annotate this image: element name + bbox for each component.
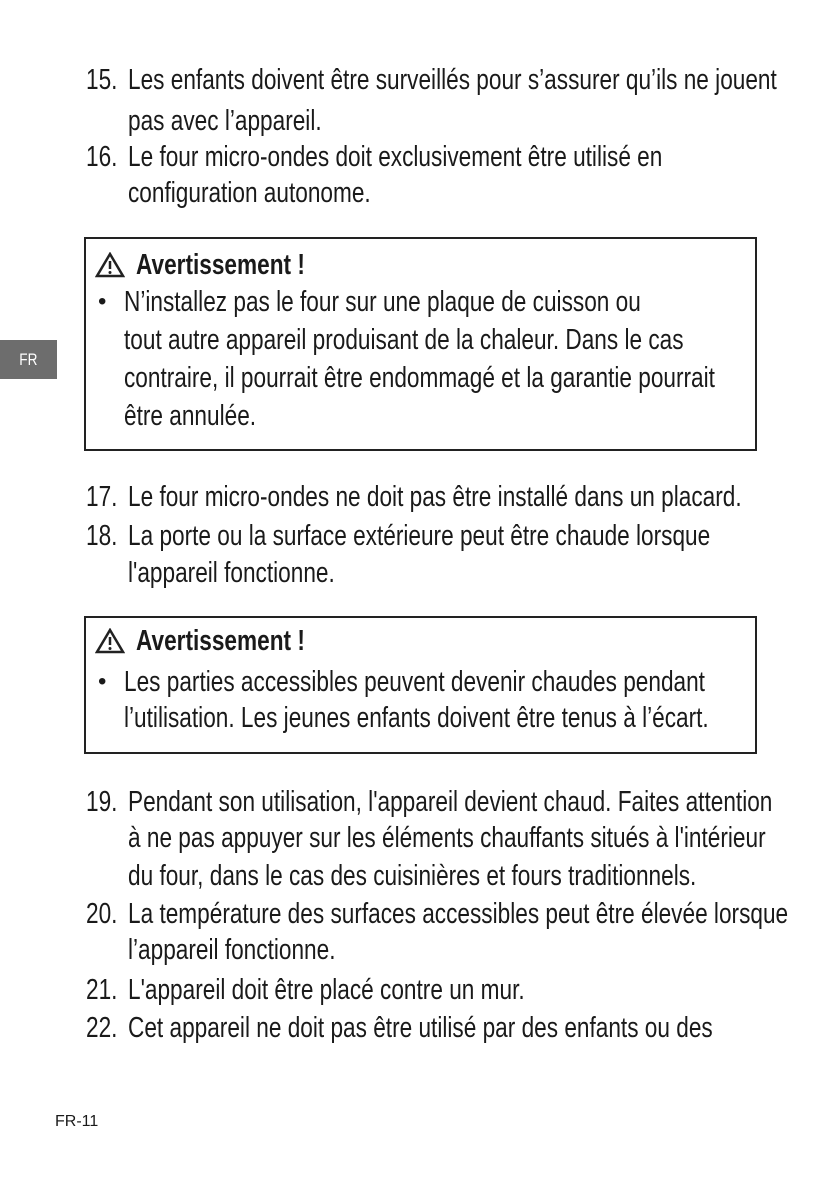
item-text: La température des surfaces accessibles peut être élevée lorsque	[128, 898, 789, 930]
warning-triangle-icon	[95, 252, 125, 278]
item-text: L'appareil doit être placé contre un mur.	[128, 974, 525, 1006]
item-text: l'appareil fonctionne.	[128, 557, 335, 589]
item-text: Le four micro-ondes doit exclusivement être utilisé en	[128, 141, 663, 173]
item-text: Le four micro-ondes ne doit pas être installé dans un placard.	[128, 481, 742, 513]
warning-text: Les parties accessibles peuvent devenir chaudes pendant	[124, 666, 705, 698]
item-number: 16.	[86, 141, 118, 173]
item-text: l’appareil fonctionne.	[128, 934, 336, 966]
language-tab	[0, 340, 57, 379]
warning-title: Avertissement !	[136, 249, 305, 281]
item-text: du four, dans le cas des cuisinières et fours traditionnels.	[128, 860, 697, 892]
warning-text: être annulée.	[124, 400, 257, 432]
warning-text: N’installez pas le four sur une plaque de cuisson ou	[124, 286, 641, 318]
warning-text: l’utilisation. Les jeunes enfants doivent être tenus à l’écart.	[124, 702, 709, 734]
item-number: 15.	[86, 64, 118, 96]
item-number: 18.	[86, 520, 118, 552]
item-number: 20.	[86, 898, 118, 930]
item-text: Pendant son utilisation, l'appareil devient chaud. Faites attention	[128, 786, 773, 818]
item-number: 17.	[86, 481, 118, 513]
warning-text: tout autre appareil produisant de la chaleur. Dans le cas	[124, 324, 684, 356]
bullet: •	[98, 668, 107, 695]
page-number: FR-11	[55, 1113, 99, 1130]
item-text: La porte ou la surface extérieure peut être chaude lorsque	[128, 520, 711, 552]
warning-triangle-icon	[95, 628, 125, 654]
item-text: à ne pas appuyer sur les éléments chauffants situés à l'intérieur	[128, 822, 766, 854]
item-text: Cet appareil ne doit pas être utilisé par des enfants ou des	[128, 1012, 713, 1044]
language-tab-label: FR	[19, 349, 38, 369]
warning-text: contraire, il pourrait être endommagé et la garantie pourrait	[124, 362, 715, 394]
item-number: 19.	[86, 786, 118, 818]
bullet: •	[98, 288, 107, 315]
item-text: configuration autonome.	[128, 177, 371, 209]
item-text: pas avec l’appareil.	[128, 105, 322, 137]
item-text: Les enfants doivent être surveillés pour s’assurer qu’ils ne jouent	[128, 64, 777, 96]
item-number: 21.	[86, 974, 118, 1006]
warning-title: Avertissement !	[136, 625, 305, 657]
item-number: 22.	[86, 1012, 118, 1044]
